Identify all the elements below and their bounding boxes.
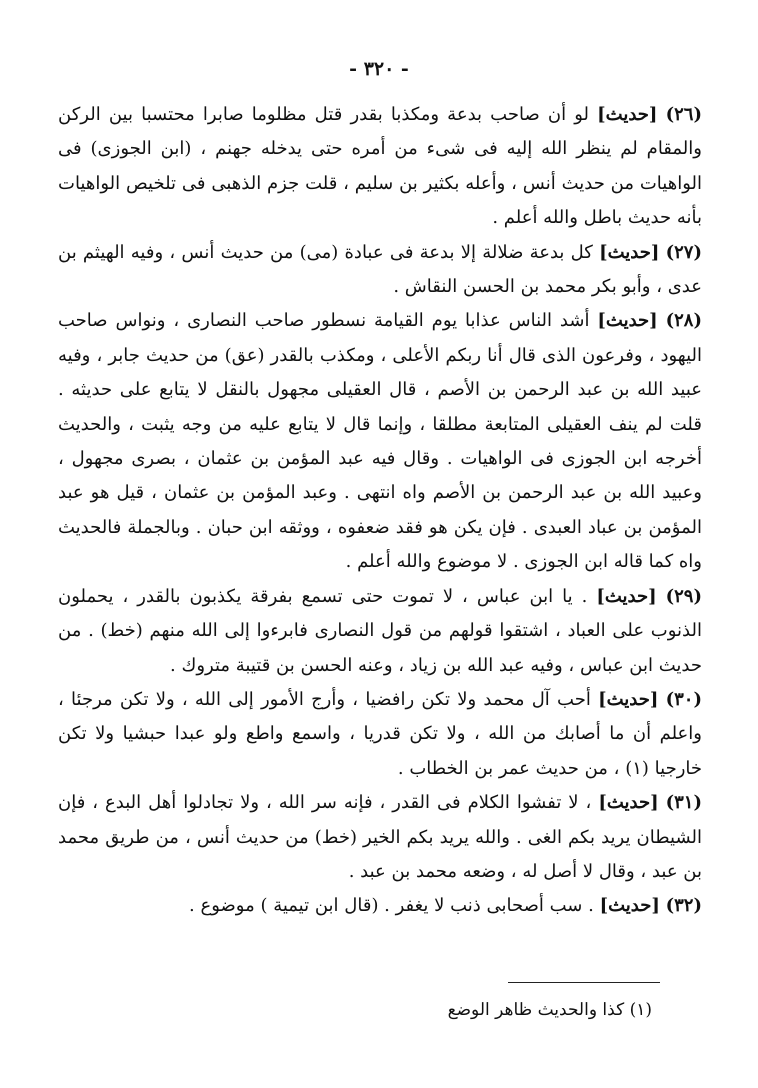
hadith-number: (٣٠)	[665, 688, 702, 710]
hadith-label: [حديث]	[598, 792, 659, 814]
hadith-text: . يا ابن عباس ، لا تموت حتى تسمع بفرقة يكذبون بالقدر ، يحملون الذنوب على العباد ، اشتقوا قولهم من قول النصارى فابرءوا إلى الله منهم (خط) . من حديث ابن عباس ، وفيه عبد الله بن زياد ، وعنه الحسن بن قتيبة متروك .	[58, 585, 702, 676]
hadith-text: أحب آل محمد ولا تكن رافضيا ، وأرج الأمور إلى الله ، ولا تكن مرجئا ، واعلم أن ما أصابك من الله ، ولا تكن قدريا ، واسمع واطع ولو عبدا حبشيا ولا تكن خارجيا (١) ، من حديث عمر بن الخطاب .	[58, 688, 702, 779]
hadith-26	[58, 98, 702, 236]
footnote-divider	[508, 982, 660, 983]
hadith-29	[58, 580, 702, 683]
hadith-label: [حديث]	[596, 585, 657, 607]
hadith-number: (٢٨)	[665, 310, 702, 332]
hadith-31	[58, 786, 702, 889]
hadith-number: (٣٢)	[665, 895, 702, 917]
hadith-label: [حديث]	[599, 241, 660, 263]
hadith-label: [حديث]	[598, 688, 659, 710]
hadith-label: [حديث]	[597, 310, 658, 332]
hadith-27	[58, 236, 702, 305]
hadith-text: كل بدعة ضلالة إلا بدعة فى عبادة (مى) من حديث أنس ، وفيه الهيثم بن عدى ، وأبو بكر محمد بن الحسن النقاش .	[58, 241, 702, 298]
hadith-text: لو أن صاحب بدعة ومكذبا بقدر قتل مظلوما صابرا محتسبا بين الركن والمقام لم ينظر الله إليه فى شىء من أمره حتى يدخله جهنم ، (ابن الجوزى) فى الواهيات من حديث أنس ، وأعله بكثير بن سليم ، قلت جزم الذهبى فى تلخيص الواهيات بأنه حديث باطل والله أعلم .	[58, 104, 702, 229]
hadith-text: ، لا تفشوا الكلام فى القدر ، فإنه سر الله ، ولا تجادلوا أهل البدع ، فإن الشيطان يريد بكم الغى . والله يريد بكم الخير (خط) من حديث أنس ، من طريق محمد بن عبد ، وقال لا أصل له ، وضعه محمد بن عبد .	[58, 792, 702, 882]
page-number: - ٣٢٠ -	[349, 58, 409, 80]
hadith-text: . سب أصحابى ذنب لا يغفر . (قال ابن تيمية ) موضوع .	[189, 895, 594, 917]
hadith-number: (٢٩)	[665, 585, 702, 607]
hadith-list	[58, 98, 702, 924]
hadith-number: (٣١)	[665, 792, 702, 814]
hadith-32	[58, 889, 702, 923]
hadith-number: (٢٦)	[665, 104, 702, 125]
hadith-label: [حديث]	[597, 104, 658, 125]
hadith-label: [حديث]	[599, 895, 660, 917]
footnote: (١) كذا والحديث ظاهر الوضع	[447, 1000, 652, 1020]
hadith-28	[58, 304, 702, 579]
hadith-30	[58, 683, 702, 786]
hadith-text: أشد الناس عذابا يوم القيامة نسطور صاحب النصارى ، ونواس صاحب اليهود ، وفرعون الذى قال أنا ربكم الأعلى ، ومكذب بالقدر (عق) من حديث جابر ، وفيه عبيد الله بن عبد الرحمن بن الأصم ، قال العقيلى مجهول بالنقل لا يتابع على حديثه . قلت لم ينف العقيلى المتابعة مطلقا ، وإنما قال لا يتابع عليه من وجه يثبت ، والحديث أخرجه ابن الجوزى فى الواهيات . وقال فيه عبد المؤمن بن عثمان ، بصرى مجهول ، وعبيد الله بن عبد الرحمن بن الأصم واه انتهى . وعبد المؤمن بن عثمان ، قيل هو عبد المؤمن بن عباد العبدى . فإن يكن هو فقد ضعفوه ، ووثقه ابن حبان . وبالجملة فالحديث واه كما قاله ابن الجوزى . لا موضوع والله أعلم .	[58, 310, 702, 573]
hadith-number: (٢٧)	[665, 241, 702, 263]
